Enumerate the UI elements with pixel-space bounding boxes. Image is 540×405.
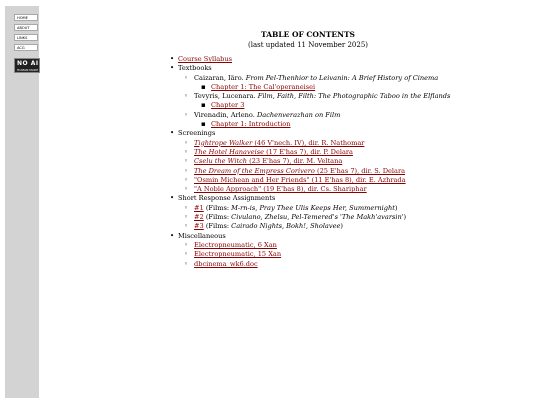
misc-link[interactable]: Electropneumatic, 6 Xan (194, 240, 277, 249)
assignment-films: Cairado Nights, Bokh!, Sholavee (231, 222, 341, 231)
toc-item-screenings (168, 129, 508, 194)
chapter-item (194, 83, 508, 92)
badge-sub-text: HUMAN MADE (17, 68, 39, 72)
assignment-films-prefix: (Films: (203, 222, 232, 231)
assignment-item (178, 204, 508, 213)
textbook-title: Film, Faith, Filth: The Photographic Taboo in the Elflands (257, 92, 451, 101)
misc-label: Miscellaneous (178, 231, 226, 240)
badge-main-text: NO AI (17, 60, 39, 67)
screening-title: The Dream of the Empress Corivero (194, 166, 315, 175)
assignment-link[interactable]: #3 (194, 222, 204, 231)
misc-item (178, 241, 508, 250)
screening-details: (46 V'nech. IV), dir. R. Nathomar (252, 138, 365, 147)
screening-link[interactable] (194, 167, 405, 175)
no-ai-badge[interactable] (14, 58, 40, 73)
textbook-item (178, 92, 508, 111)
assignment-films-suffix: ) (403, 213, 407, 222)
toc-item-short-response (168, 194, 508, 231)
short-response-label: Short Response Assignments (178, 194, 276, 203)
textbooks-label: Textbooks (178, 64, 212, 73)
misc-item (178, 260, 508, 269)
misc-link[interactable]: dbcinema_wk6.doc (194, 259, 258, 268)
chapter-link[interactable]: Chapter 1: Introduction (211, 120, 291, 129)
screening-item (178, 157, 508, 166)
assignment-films: M-rn-is, Pray Thee Ulis Keeps Her, Summernight (231, 203, 395, 212)
assignment-films-suffix: ) (340, 222, 343, 231)
textbook-title: Dachenverazhan on Film (256, 110, 341, 119)
nav-about-link[interactable]: ABOUT (14, 24, 38, 31)
screening-title: Cselu the Witch (194, 157, 248, 166)
textbook-item (178, 74, 508, 93)
screenings-label: Screenings (178, 129, 216, 138)
screening-link[interactable] (194, 139, 364, 147)
last-updated: (last updated 11 November 2025) (247, 41, 369, 49)
misc-link[interactable]: Electropneumatic, 15 Xan (194, 250, 282, 259)
screening-details: (25 E'has 7), dir. S. Delara (314, 166, 406, 175)
screening-item (178, 167, 508, 176)
assignment-link[interactable]: #2 (194, 213, 204, 222)
nav-home-link[interactable]: HOME (14, 14, 38, 21)
toc-item-textbooks (168, 64, 508, 129)
course-syllabus-link[interactable]: Course Syllabus (178, 55, 233, 63)
misc-item (178, 250, 508, 259)
textbook-author: Caizaran, Iäro. (194, 73, 246, 82)
assignment-films-suffix: ) (394, 203, 398, 212)
assignment-link[interactable]: #1 (194, 203, 204, 212)
assignment-item (178, 213, 508, 222)
screening-details: (23 E'has 7), dir. M. Veltana (247, 157, 343, 166)
textbook-title: From Pel-Thenhior to Leivanin: A Brief History of Cinema (245, 73, 439, 82)
table-of-contents (168, 55, 508, 269)
sidebar (5, 6, 39, 398)
toc-item-misc (168, 232, 508, 269)
screening-title: The Hotel Hanaveise (194, 147, 265, 156)
screening-link[interactable]: "A Noble Approach" (19 E'has 8), dir. Cs. Shariphar (194, 185, 367, 194)
nav-acg-link[interactable]: ACG (14, 44, 38, 51)
screening-item (178, 176, 508, 185)
chapter-item (194, 120, 508, 129)
assignment-item (178, 222, 508, 231)
nav-links-link[interactable]: LINKS (14, 34, 38, 41)
screening-details: (17 E'has 7), dir. P. Delara (264, 147, 353, 156)
screening-item (178, 139, 508, 148)
textbook-author: Tevyris, Lucenara. (194, 92, 258, 101)
chapter-link[interactable]: Chapter 3 (211, 101, 245, 110)
textbook-item (178, 111, 508, 130)
chapter-item (194, 101, 508, 110)
screening-title: Tightrope Walker (194, 138, 253, 147)
screening-link[interactable]: "Osmin Michean and Her Friends" (11 E'has 8), dir. E. Azhrada (194, 175, 406, 184)
screening-link[interactable] (194, 148, 353, 156)
screening-item (178, 185, 508, 194)
page-header (200, 30, 416, 50)
screening-item (178, 148, 508, 157)
chapter-link[interactable]: Chapter 1: The Cal'operaneisei (211, 82, 316, 91)
page-title: TABLE OF CONTENTS (261, 30, 355, 39)
textbook-author: Virenadin, Arleno. (194, 110, 257, 119)
assignment-films-prefix: (Films: (203, 213, 232, 222)
screening-link[interactable] (194, 157, 342, 165)
toc-item-syllabus (168, 55, 508, 64)
assignment-films-prefix: (Films: (203, 203, 232, 212)
assignment-films: Civulano, Zhelsu, Pel-Temered's 'The Makh'avarsin' (231, 213, 404, 222)
